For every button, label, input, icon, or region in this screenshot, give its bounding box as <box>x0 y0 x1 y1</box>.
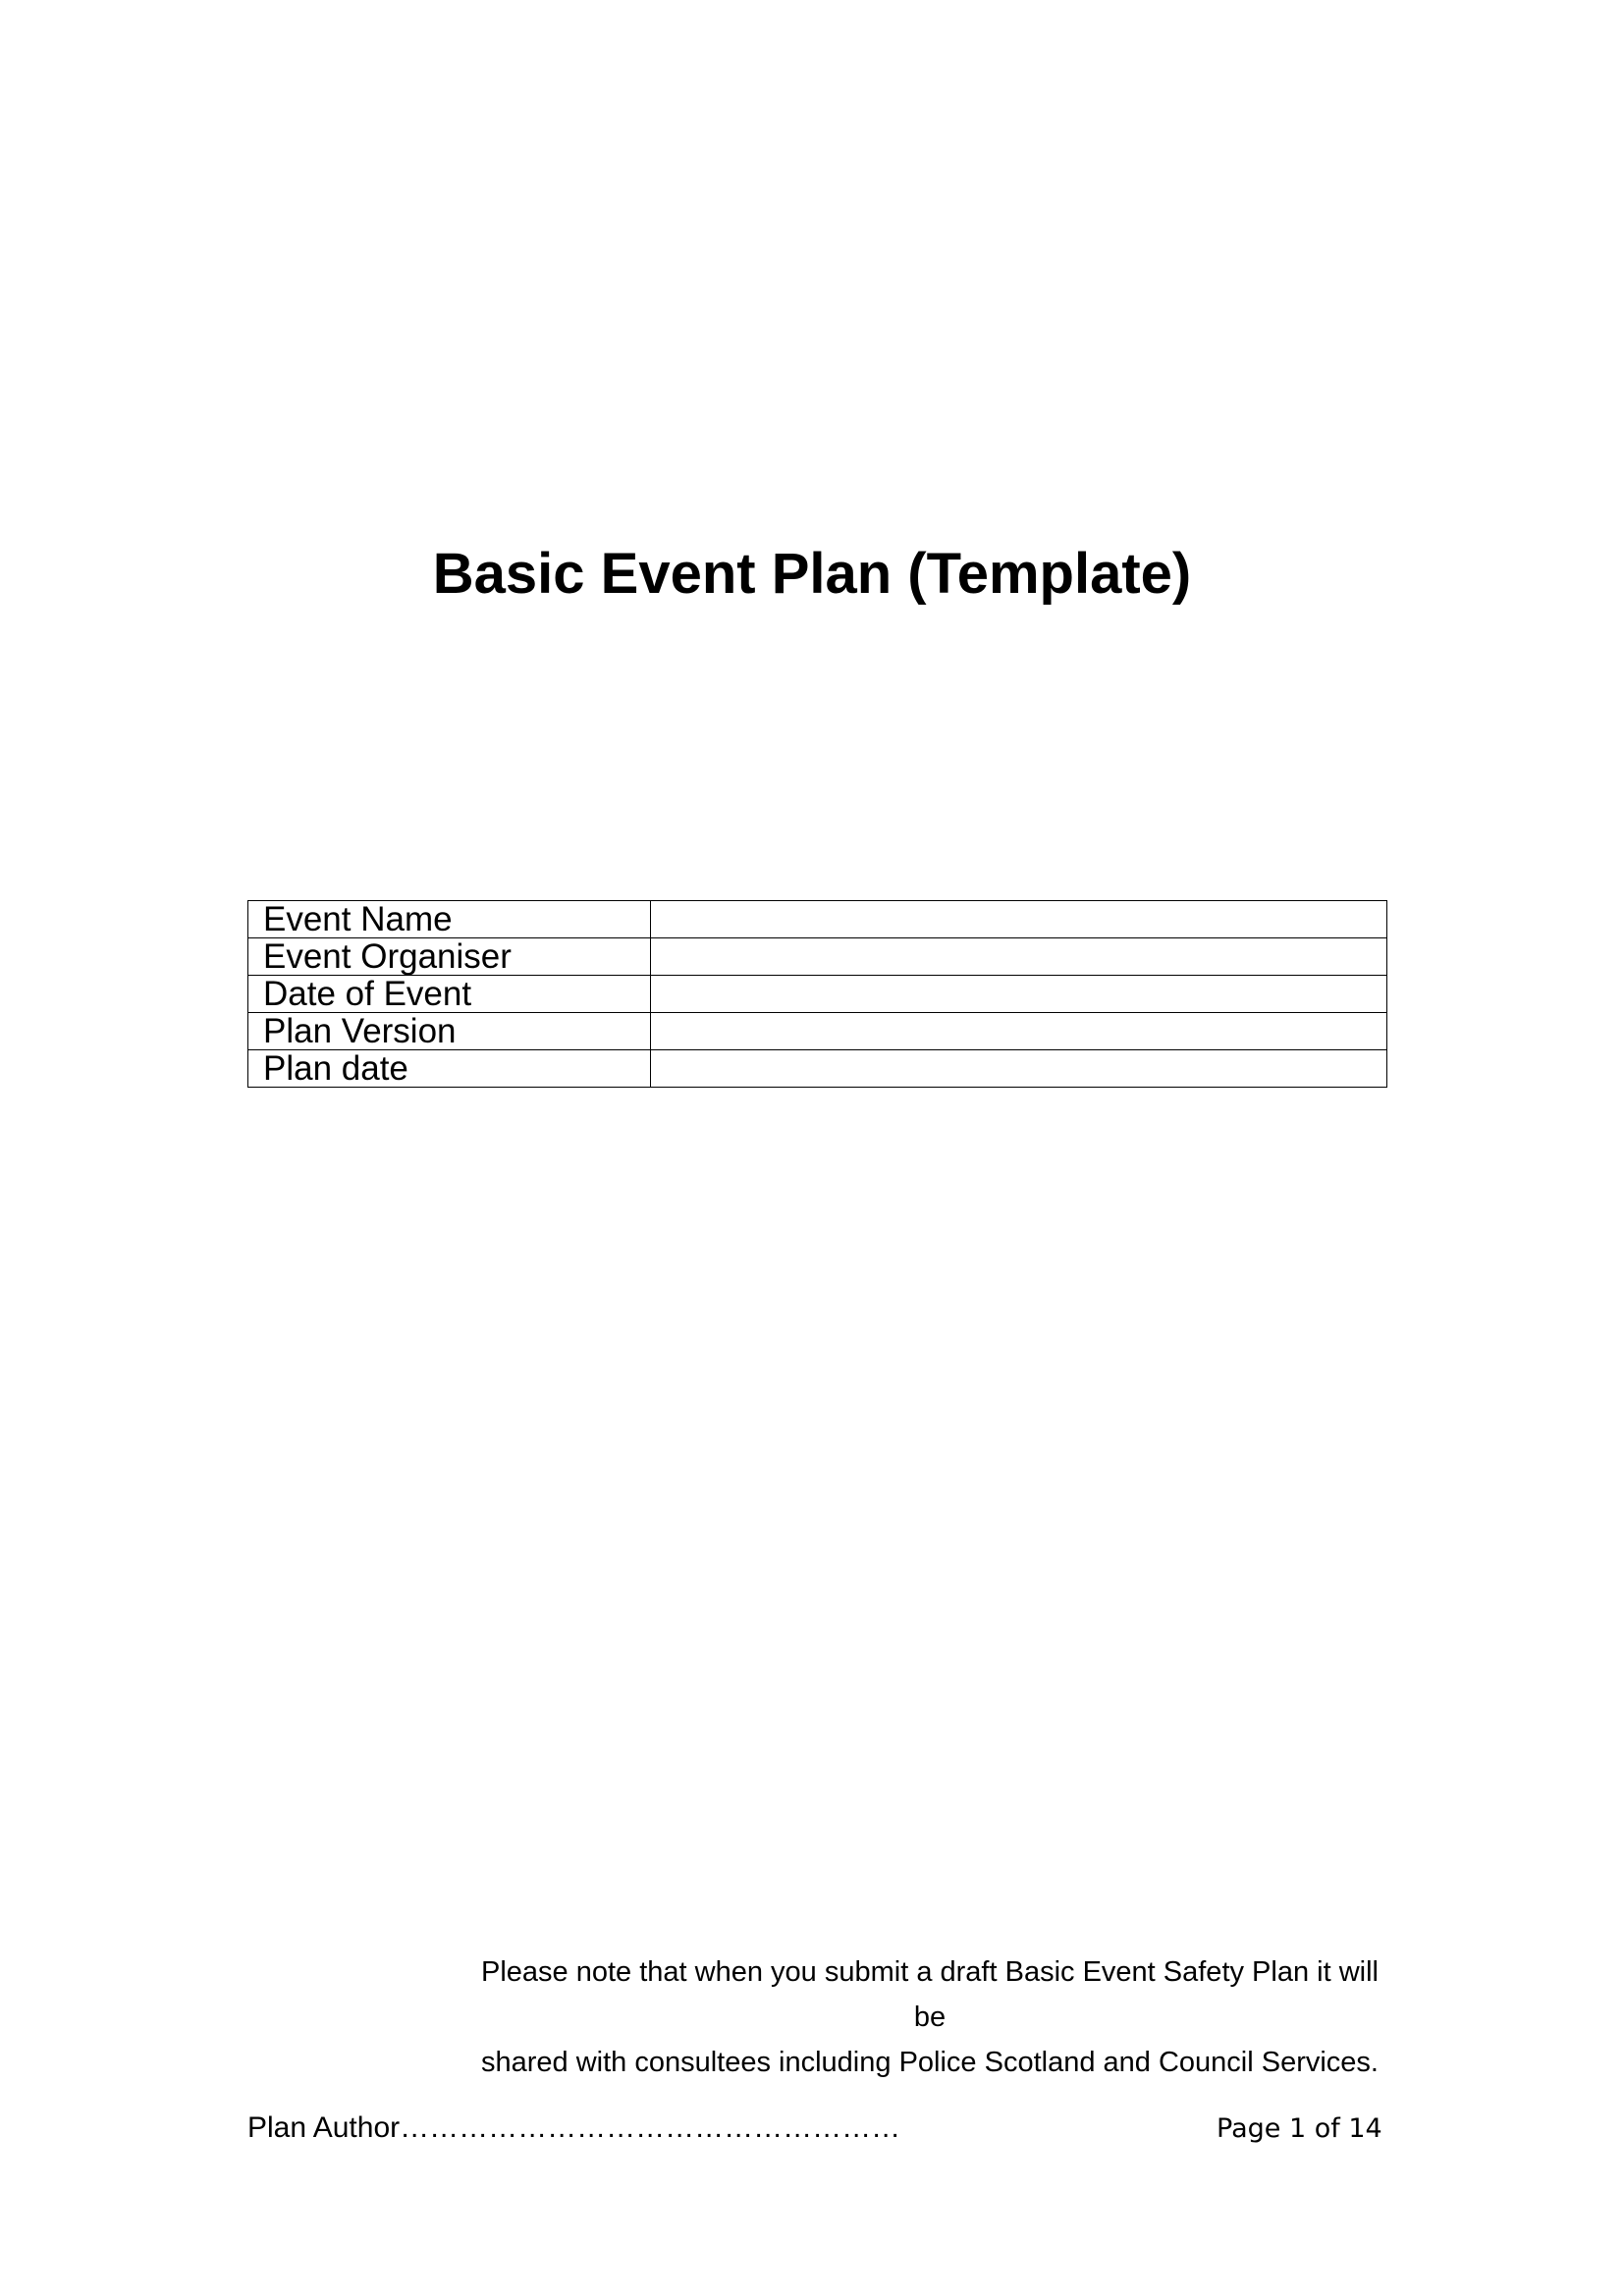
table-row <box>248 938 1387 976</box>
table-row <box>248 976 1387 1013</box>
notice-line-1: Please note that when you submit a draft Basic Event Safety Plan it will be <box>481 1956 1379 2033</box>
table-row <box>248 901 1387 938</box>
table-row <box>248 1013 1387 1050</box>
event-details-table <box>247 900 1387 1088</box>
plan-version-label: Plan Version <box>248 1013 651 1050</box>
event-name-label: Event Name <box>248 901 651 938</box>
page-number: Page 1 of 14 <box>1217 2113 1382 2144</box>
notice-line-2: shared with consultees including Police Scotland and Council Services. <box>480 2047 1379 2078</box>
plan-date-label: Plan date <box>248 1050 651 1088</box>
event-organiser-label: Event Organiser <box>248 938 651 976</box>
event-name-value[interactable] <box>651 901 1387 938</box>
date-of-event-label: Date of Event <box>248 976 651 1013</box>
event-organiser-value[interactable] <box>651 938 1387 976</box>
document-title: Basic Event Plan (Template) <box>432 542 1192 606</box>
plan-author-field: Plan Author…………………………………………… <box>247 2111 901 2144</box>
plan-version-value[interactable] <box>651 1013 1387 1050</box>
date-of-event-value[interactable] <box>651 976 1387 1013</box>
submission-notice <box>471 1949 1388 2085</box>
table-row <box>248 1050 1387 1088</box>
plan-date-value[interactable] <box>651 1050 1387 1088</box>
